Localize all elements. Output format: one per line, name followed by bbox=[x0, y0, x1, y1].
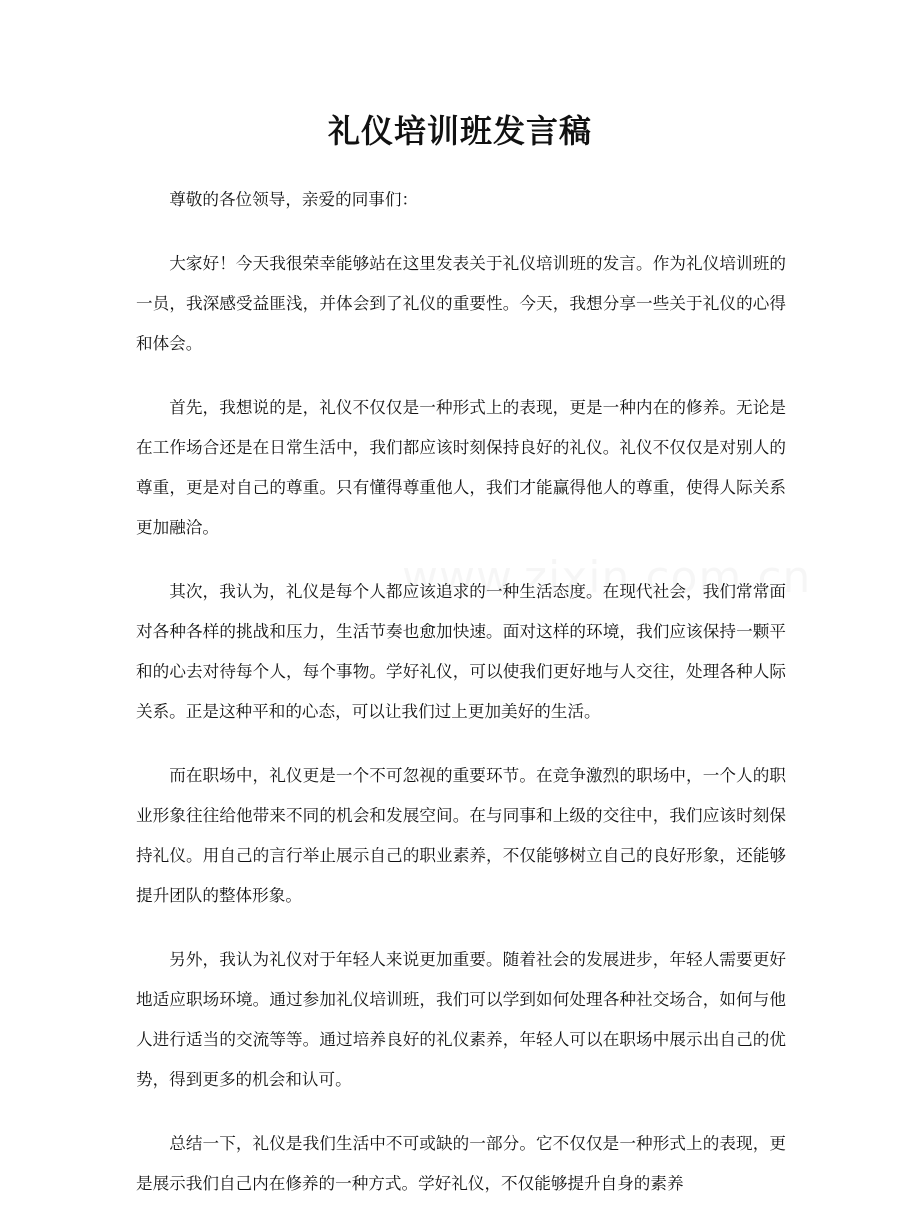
paragraph-first: 首先，我想说的是，礼仪不仅仅是一种形式上的表现，更是一种内在的修养。无论是在工作场合还是在日常生活中，我们都应该时刻保持良好的礼仪。礼仪不仅仅是对别人的尊重，更是对自己的尊重。只有懂得尊重他人，我们才能赢得他人的尊重，使得人际关系更加融洽。 bbox=[136, 398, 786, 537]
page-title: 礼仪培训班发言稿 bbox=[327, 112, 592, 150]
paragraph-youth: 另外，我认为礼仪对于年轻人来说更加重要。随着社会的发展进步，年轻人需要更好地适应职场环境。通过参加礼仪培训班，我们可以学到如何处理各种社交场合，如何与他人进行适当的交流等等。通过培养良好的礼仪素养，年轻人可以在职场中展示出自己的优势，得到更多的机会和认可。 bbox=[136, 950, 786, 1089]
paragraph-workplace: 而在职场中，礼仪更是一个不可忽视的重要环节。在竞争激烈的职场中，一个人的职业形象往往给他带来不同的机会和发展空间。在与同事和上级的交往中，我们应该时刻保持礼仪。用自己的言行举止展示自己的职业素养，不仅能够树立自己的良好形象，还能够提升团队的整体形象。 bbox=[136, 766, 786, 905]
paragraph-summary: 总结一下，礼仪是我们生活中不可或缺的一部分。它不仅仅是一种形式上的表现，更是展示我们自己内在修养的一种方式。学好礼仪，不仅能够提升自身的素养 bbox=[136, 1134, 786, 1193]
paragraph-second: 其次，我认为，礼仪是每个人都应该追求的一种生活态度。在现代社会，我们常常面对各种各样的挑战和压力，生活节奏也愈加快速。面对这样的环境，我们应该保持一颗平和的心去对待每个人，每个事物。学好礼仪，可以使我们更好地与人交往，处理各种人际关系。正是这种平和的心态，可以让我们过上更加美好的生活。 bbox=[136, 582, 786, 721]
document-body bbox=[136, 180, 786, 1228]
salutation-paragraph: 尊敬的各位领导，亲爱的同事们： bbox=[169, 190, 419, 209]
paragraph-greeting: 大家好！今天我很荣幸能够站在这里发表关于礼仪培训班的发言。作为礼仪培训班的一员，我深感受益匪浅，并体会到了礼仪的重要性。今天，我想分享一些关于礼仪的心得和体会。 bbox=[136, 254, 786, 353]
